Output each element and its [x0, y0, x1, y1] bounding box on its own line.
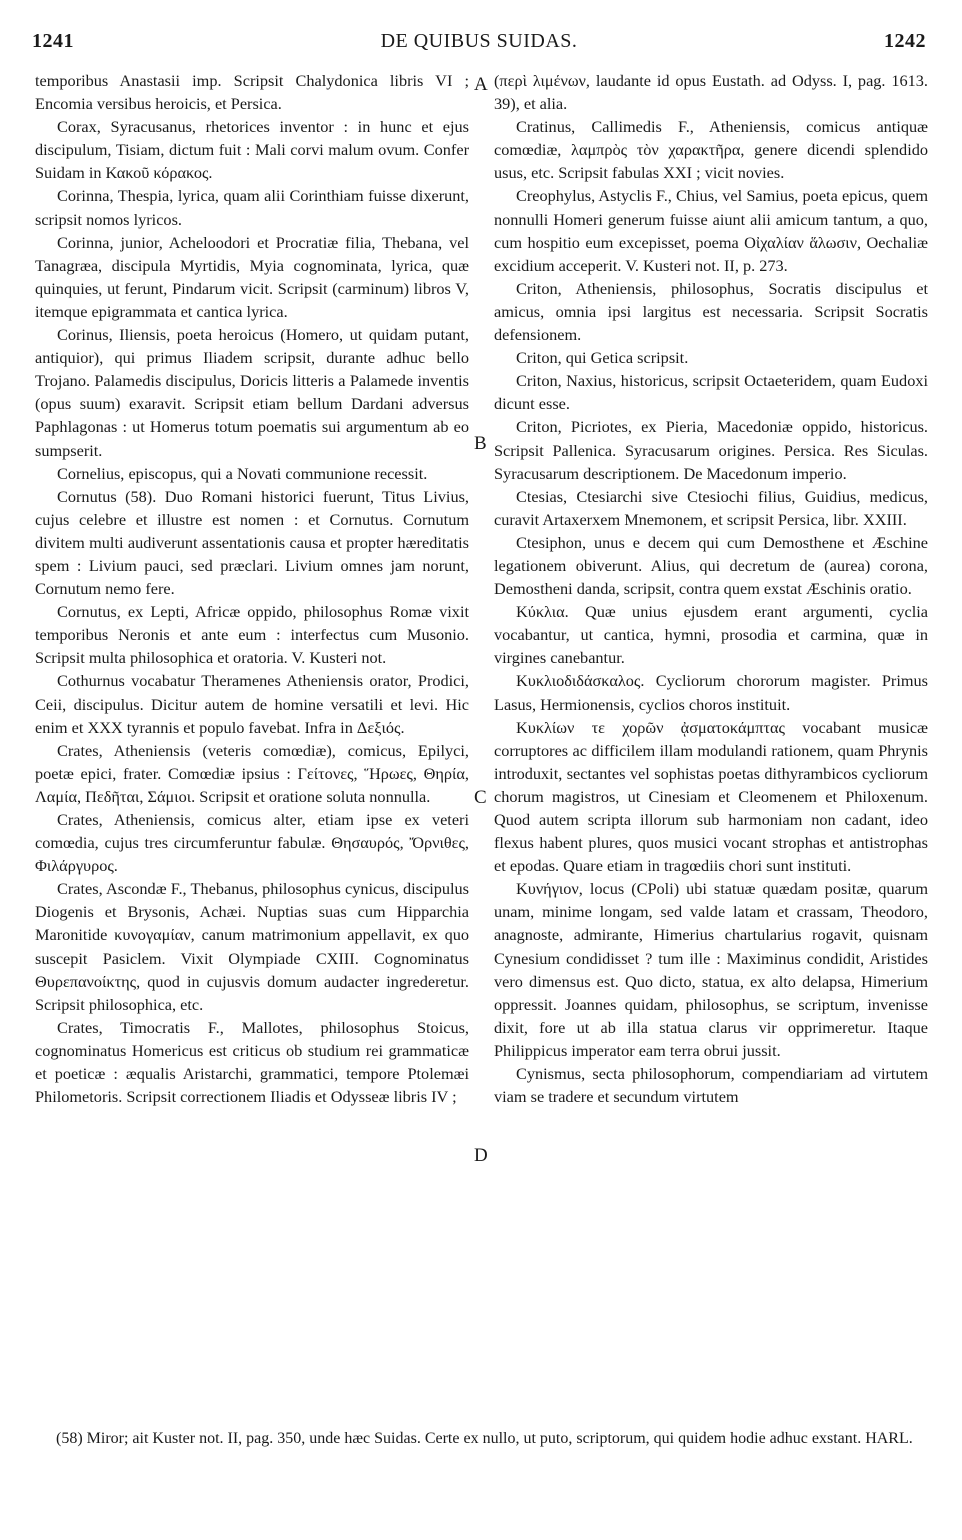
footnote: (58) Miror; ait Kuster not. II, pag. 350, unde hæc Suidas. Certe ex nullo, ut puto, scriptorum, qui quidem hodie adhuc exstant. HARL.	[56, 1430, 913, 1447]
right-column	[494, 69, 928, 1108]
margin-letter-b: B	[474, 433, 487, 454]
entry-paragraph: Cynismus, secta philosophorum, compendiariam ad virtutem viam se tradere et secundum virtutem	[494, 1064, 928, 1107]
entry-paragraph: Cratinus, Callimedis F., Atheniensis, comicus antiquæ comœdiæ, λαμπρὸς τὸν χαρακτῆρα, genere dicendi splendido usus, etc. Scripsit fabulas XXI ; vicit novies.	[494, 117, 928, 183]
page-number-left: 1241	[32, 30, 74, 52]
entry-paragraph: temporibus Anastasii imp. Scripsit Chalydonica libris VI ; Encomia versibus heroicis, et Persica.	[35, 71, 469, 114]
entry-paragraph: Cothurnus vocabatur Theramenes Atheniensis orator, Prodici, Ceii, discipulus. Dicitur autem de homine versatili et levi. Hic enim et XXX tyrannis et populo favebat. Infra in Δεξιός.	[35, 671, 469, 737]
entry-paragraph: Corinus, Iliensis, poeta heroicus (Homero, ut quidam putant, antiquior), qui primus Iliadem scripsit, durante adhuc bello Trojano. Palamedis discipulus, Doricis litteris a Palamede inventis (opus suum) exaravit. Scripsit etiam bellum Dardani adversus Paphlagonas : ut Homerus totum poematis sui argumentum ab eo sumpserit.	[35, 325, 469, 460]
entry-paragraph: Κυνήγιον, locus (CPoli) ubi statuæ quædam positæ, quarum unam, minime longam, sed valde latam et crassam, Theodoro, anagnoste, admirante, Himerius chartularius rogavit, quisnam Cynesium condidisset ? tum ille : Maximinus condidit, Aristides vero dimensus est. Quo dicto, statua, ex alto delapsa, Himerium oppressit. Joannes quidam, philosophus, se scriptum, invenisse dixit, fore ut ab illa statua clarus vir opprimeretur. Itaque Philippicus imperator eam terra obrui jussit.	[494, 879, 928, 1060]
entry-paragraph: Criton, Picriotes, ex Pieria, Macedoniæ oppido, historicus. Scripsit Pallenica. Syracusarum origines. Persica. Res Siculas. Syracusarum descriptionem. De Macedonum imperio.	[494, 417, 928, 483]
entry-paragraph: Corinna, junior, Acheloodori et Procratiæ filia, Thebana, vel Tanagræa, discipula Myrtidis, Myia cognominata, lyrica, quæ quinquies, ut ferunt, Pindarum vicit. Scripsit (carminum) libros V, itemque epigrammata et cantica lyrica.	[35, 232, 469, 321]
entry-paragraph: Cornelius, episcopus, qui a Novati communione recessit.	[57, 463, 428, 483]
entry-paragraph: Crates, Atheniensis, comicus alter, etiam ipse ex veteri comœdia, cujus tres circumferuntur fabulæ. Θησαυρός, Ὄρνιθες, Φιλάργυρος.	[35, 810, 469, 876]
entry-paragraph: Ctesias, Ctesiarchi sive Ctesiochi filius, Guidius, medicus, curavit Artaxerxem Mnemonem, et scripsit Persica, libr. XXIII.	[494, 486, 928, 529]
entry-paragraph: Creophylus, Astyclis F., Chius, vel Samius, poeta epicus, quem nonnulli Homeri generum fuisse aiunt alii amicum tantum, a quo, cum hospitio eum excepisset, poema Οἰχαλίαν ἅλωσιν, Oechaliæ excidium acceperit. V. Kusteri not. II, p. 273.	[494, 186, 928, 275]
entry-paragraph: Κυκλίων τε χορῶν ᾀσματοκάμπτας vocabant musicæ corruptores ac difficilem illam modulandi rationem, quam Phrynis introduxit, sectantes vel sophistas poetas dithyrambicos cycliorum chorum magistros, ut Cinesiam et Cleomenem et Philoxenum. Quod autem scripta illorum sub harmoniam non cadant, ideo flexus habent plures, quos musici vocant strophas et antistrophas et epodas. Quare etiam in tragœdiis chori sunt instituti.	[494, 717, 928, 876]
margin-letter-a: A	[474, 74, 488, 95]
entry-paragraph: Cornutus, ex Lepti, Africæ oppido, philosophus Romæ vixit temporibus Neronis et ante eum : interfectus cum Musonio. Scripsit multa philosophica et oratoria. V. Kusteri not.	[35, 602, 469, 668]
entry-paragraph: Corinna, Thespia, lyrica, quam alii Corinthiam fuisse dixerunt, scripsit nomos lyricos.	[35, 186, 469, 229]
page-number-right: 1242	[884, 30, 926, 52]
entry-paragraph: Ctesiphon, unus e decem qui cum Demosthene et Æschine legationem obiverunt. Alius, qui decretum de (aurea) corona, Demostheni danda, scripsit, contra quem exstat Æschinis oratio.	[494, 532, 928, 599]
page-header	[32, 30, 926, 60]
entry-paragraph: Crates, Ascondæ F., Thebanus, philosophus cynicus, discipulus Diogenis et Brysonis, Achæi. Nuptias suas cum Hipparchia Maronitide κυνογαμίαν, canum matrimonium appellavit, ex quo suscepit Pasiclem. Vixit Olympiade CXIII. Cognominatus Θυρεπανοίκτης, quod in cujusvis domum audacter ingrederetur. Scripsit philosophica, etc.	[35, 879, 469, 1014]
entry-paragraph: Criton, Naxius, historicus, scripsit Octaeteridem, quam Eudoxi dicunt esse.	[494, 371, 928, 414]
margin-letter-c: C	[474, 787, 487, 808]
entry-paragraph: Cornutus (58). Duo Romani historici fuerunt, Titus Livius, cujus celebre et illustre est nomen : et Cornutus. Cornutum divitem multi audiverunt assentationis causa et propter hæreditatis spem : Livium pauci, sed præclari. Livium omnes jam norunt, Cornutum nemo fere.	[35, 486, 469, 599]
left-column	[35, 69, 469, 1108]
entry-paragraph: Κυκλιοδιδάσκαλος. Cycliorum chororum magister. Primus Lasus, Hermionensis, cyclios choros instituit.	[494, 671, 928, 714]
running-title: DE QUIBUS SUIDAS.	[380, 30, 578, 52]
entry-paragraph: Corax, Syracusanus, rhetorices inventor : in hunc et ejus discipulum, Tisiam, dictum fuit : Mali corvi malum ovum. Confer Suidam in Κακοῦ κόρακος.	[35, 117, 469, 183]
margin-letter-d: D	[474, 1145, 488, 1166]
entry-paragraph: Criton, Atheniensis, philosophus, Socratis discipulus et amicus, omnia ipsi largitus est necessaria. Scripsit Socratis defensionem.	[494, 278, 928, 345]
entry-paragraph: (περὶ λιμένων, laudante id opus Eustath. ad Odyss. I, pag. 1613. 39), et alia.	[494, 71, 928, 114]
entry-paragraph: Κύκλια. Quæ unius ejusdem erant argumenti, cyclia vocabantur, ut cantica, hymni, prosodia et carmina, quæ in virgines canebantur.	[494, 602, 928, 668]
entry-paragraph: Crates, Timocratis F., Mallotes, philosophus Stoicus, cognominatus Homericus est criticus ob studium rei grammaticæ et poeticæ : æqualis Aristarchi, grammatici, tempore Ptolemæi Philometoris. Scripsit correctionem Iliadis et Odysseæ libris IV ;	[35, 1017, 469, 1107]
entry-paragraph: Crates, Atheniensis (veteris comœdiæ), comicus, Epilyci, poetæ epici, frater. Comœdiæ ipsius : Γείτονες, Ἥρωες, Θηρία, Λαμία, Πεδῆται, Σάμιοι. Scripsit et oratione soluta nonnulla.	[35, 740, 469, 806]
entry-paragraph: Criton, qui Getica scripsit.	[516, 348, 689, 368]
